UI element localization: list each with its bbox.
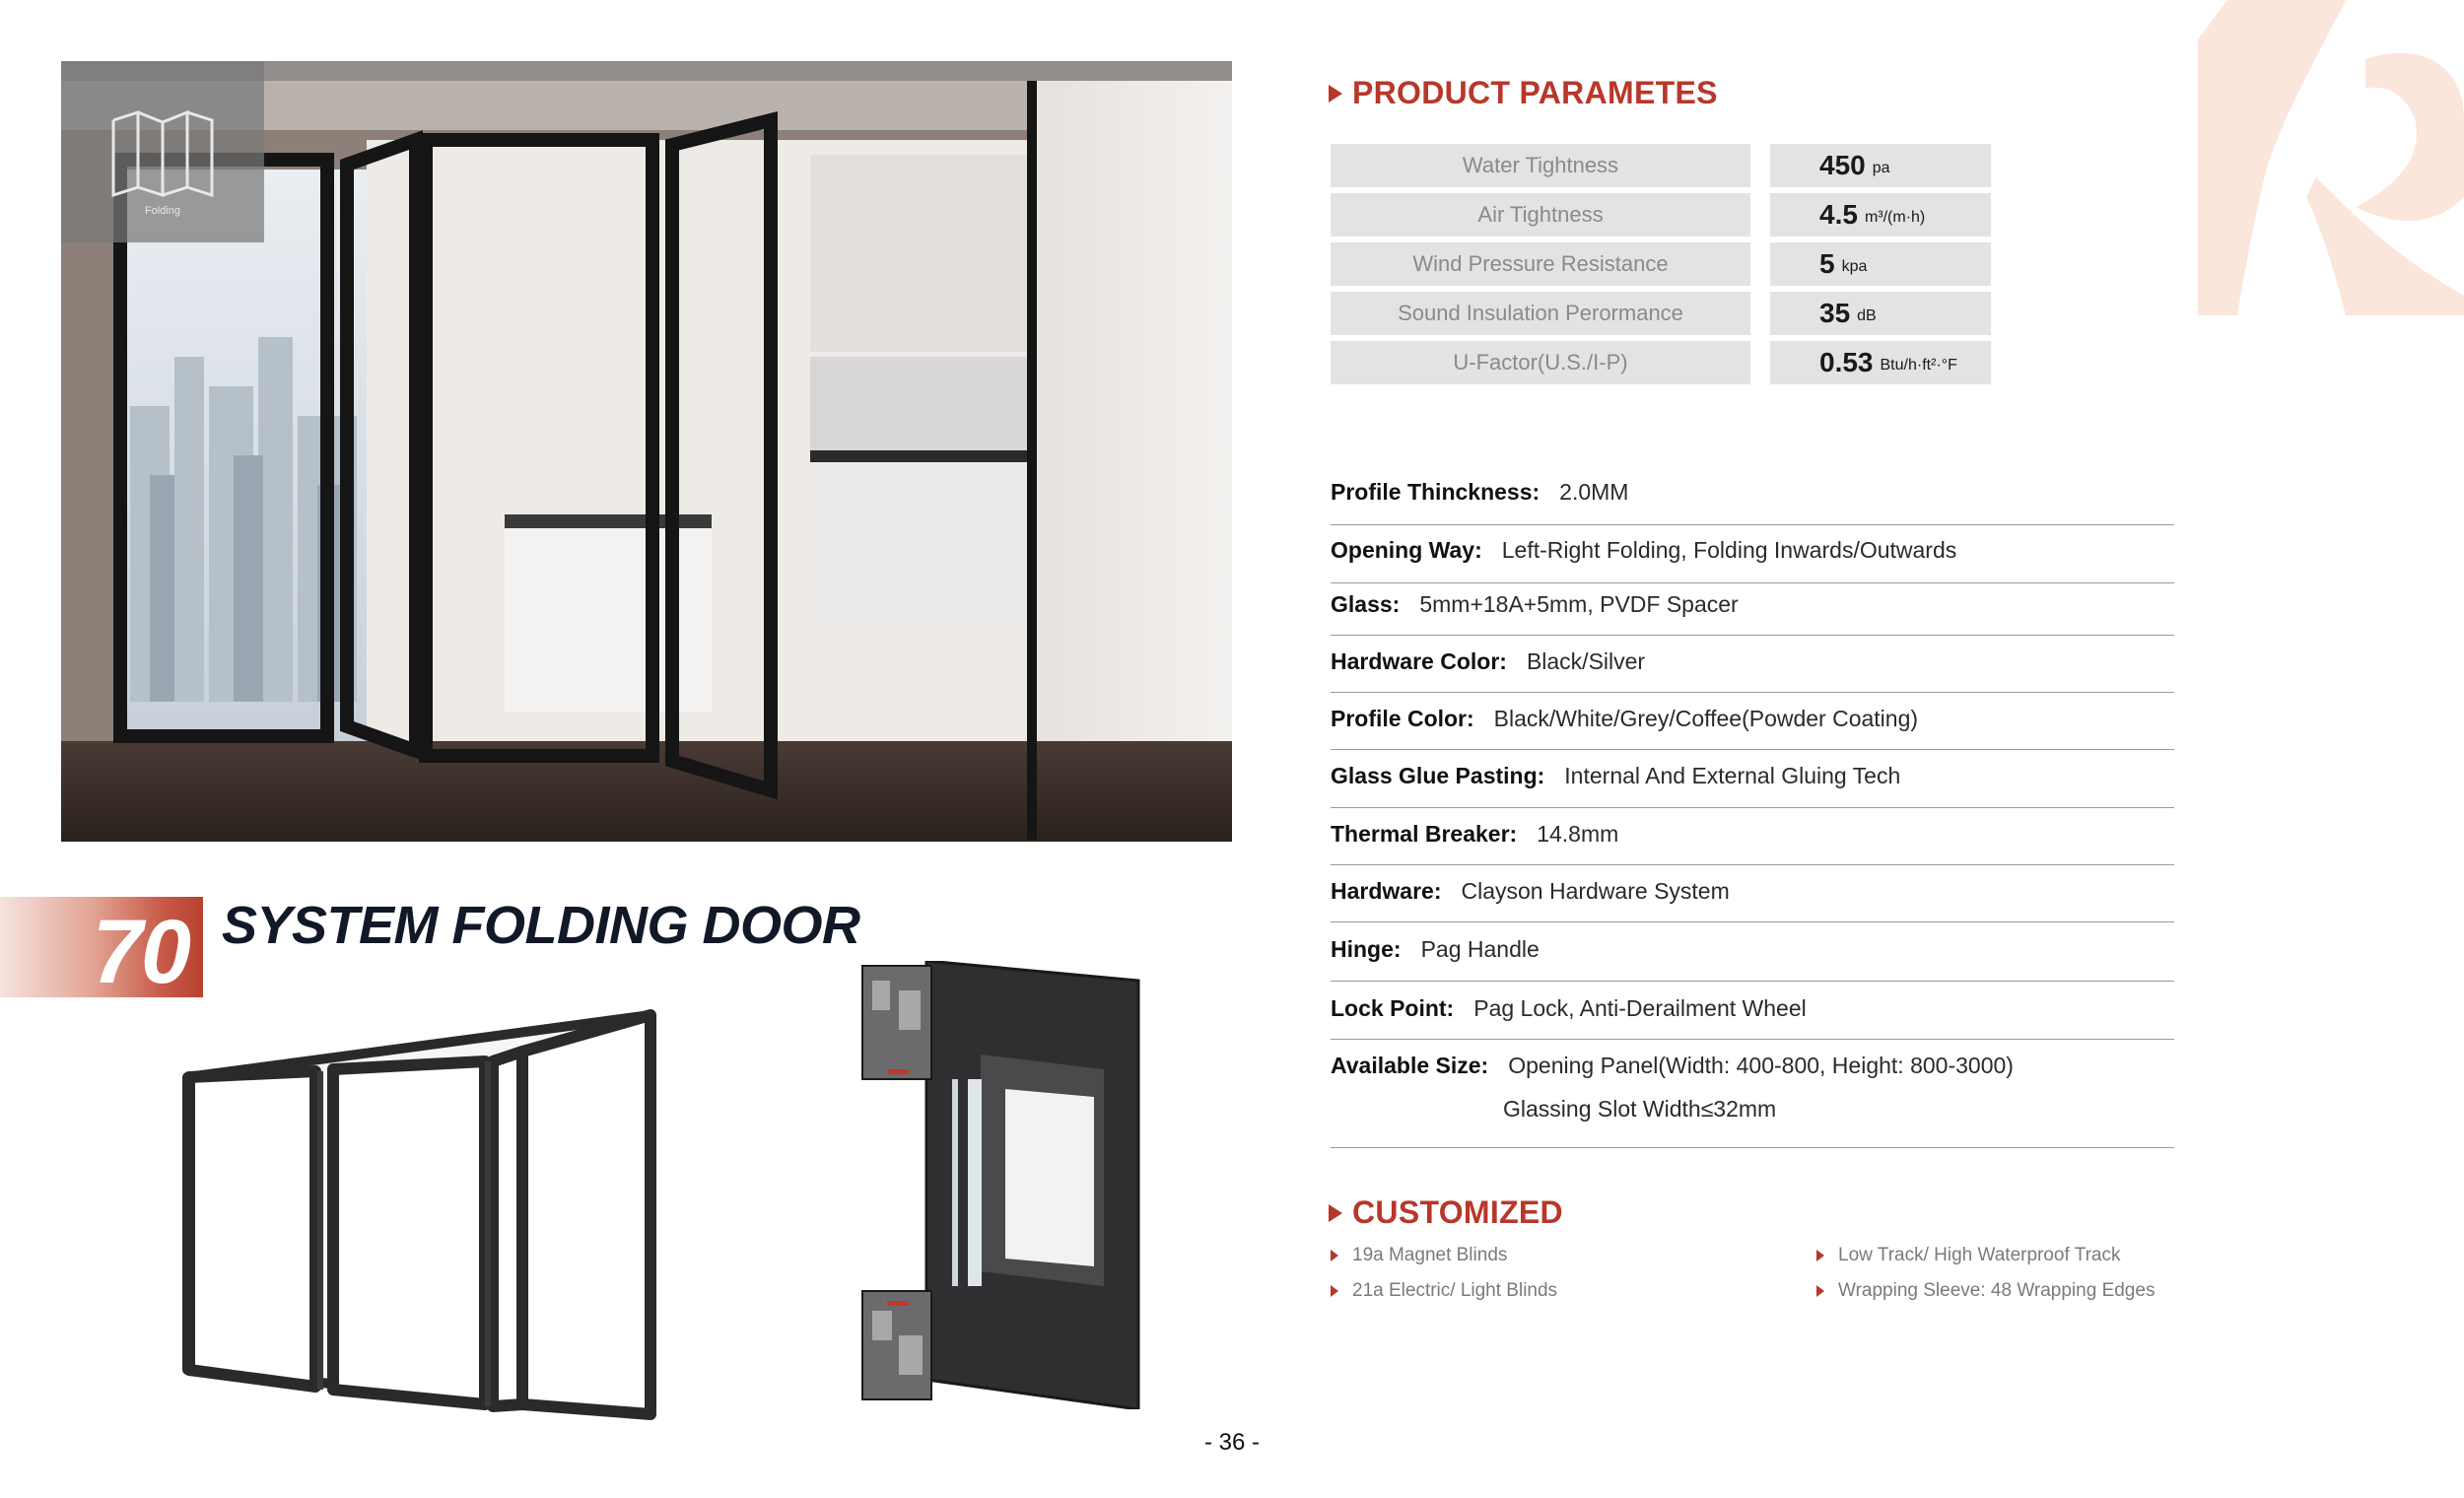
spec-value-line-2: Glassing Slot Width≤32mm bbox=[1503, 1096, 1777, 1122]
customized-item-label: Wrapping Sleeve: 48 Wrapping Edges bbox=[1838, 1280, 2156, 1301]
spec-key: Opening Way: bbox=[1331, 537, 1482, 563]
series-number-box bbox=[0, 897, 203, 1002]
spec-value: Black/Silver bbox=[1526, 648, 1646, 674]
param-label: Water Tightness bbox=[1331, 144, 1750, 187]
spec-row-profile-thickness bbox=[1331, 479, 2174, 525]
spec-key: Glass: bbox=[1331, 591, 1401, 617]
heading-triangle-icon bbox=[1329, 85, 1342, 102]
customized-item-label: 19a Magnet Blinds bbox=[1352, 1245, 1508, 1265]
customized-item bbox=[1816, 1245, 2121, 1266]
param-value-number: 5 bbox=[1819, 248, 1835, 279]
spec-row-opening-way bbox=[1331, 537, 2174, 583]
param-label: U-Factor(U.S./I-P) bbox=[1331, 341, 1750, 384]
spec-value: 14.8mm bbox=[1537, 821, 1619, 847]
bullet-icon bbox=[1331, 1285, 1338, 1297]
customized-heading bbox=[1329, 1194, 1563, 1231]
bullet-icon bbox=[1816, 1250, 1824, 1261]
param-value bbox=[1770, 292, 1991, 335]
spec-value: 2.0MM bbox=[1559, 479, 1629, 505]
product-title: SYSTEM FOLDING DOOR bbox=[222, 896, 860, 955]
spec-key: Profile Color: bbox=[1331, 706, 1474, 731]
param-value-unit: pa bbox=[1872, 160, 1890, 176]
folding-door-illustration bbox=[177, 1000, 660, 1434]
bullet-icon bbox=[1331, 1250, 1338, 1261]
customized-item bbox=[1816, 1280, 2155, 1302]
folding-badge-label: Folding bbox=[144, 205, 181, 217]
spec-value: Left-Right Folding, Folding Inwards/Outwards bbox=[1501, 537, 1957, 563]
profile-section-illustration bbox=[857, 961, 1153, 1409]
customized-item bbox=[1331, 1280, 1557, 1302]
param-value-number: 450 bbox=[1819, 150, 1866, 180]
spec-key: Hinge: bbox=[1331, 936, 1402, 962]
brand-watermark-logo bbox=[2198, 0, 2464, 315]
spec-key: Profile Thinckness: bbox=[1331, 479, 1540, 505]
param-value bbox=[1770, 144, 1991, 187]
spec-row-available-size bbox=[1331, 1053, 2174, 1148]
spec-value: 5mm+18A+5mm, PVDF Spacer bbox=[1419, 591, 1739, 617]
product-parameters-title: PRODUCT PARAMETES bbox=[1352, 75, 1718, 110]
bullet-icon bbox=[1816, 1285, 1824, 1297]
param-label: Air Tightness bbox=[1331, 193, 1750, 237]
spec-value: Internal And External Gluing Tech bbox=[1564, 763, 1901, 788]
param-label: Sound Insulation Perormance bbox=[1331, 292, 1750, 335]
spec-row-thermal-breaker bbox=[1331, 821, 2174, 865]
spec-key: Lock Point: bbox=[1331, 995, 1455, 1021]
spec-key: Thermal Breaker: bbox=[1331, 821, 1518, 847]
spec-row-lock-point bbox=[1331, 995, 2174, 1040]
heading-triangle-icon bbox=[1329, 1204, 1342, 1222]
param-value-unit: dB bbox=[1857, 307, 1877, 324]
product-parameters-heading bbox=[1329, 75, 1718, 111]
spec-value: Black/White/Grey/Coffee(Powder Coating) bbox=[1493, 706, 1919, 731]
customized-title: CUSTOMIZED bbox=[1352, 1194, 1563, 1230]
page-number: - 36 - bbox=[1203, 1429, 1260, 1456]
hero-photo bbox=[61, 61, 1232, 842]
spec-value: Pag Lock, Anti-Derailment Wheel bbox=[1473, 995, 1807, 1021]
spec-row-glass-glue bbox=[1331, 763, 2174, 808]
customized-item bbox=[1331, 1245, 1507, 1266]
param-label: Wind Pressure Resistance bbox=[1331, 242, 1750, 286]
param-value-number: 35 bbox=[1819, 298, 1851, 328]
spec-key: Glass Glue Pasting: bbox=[1331, 763, 1545, 788]
spec-key: Available Size: bbox=[1331, 1053, 1489, 1078]
folding-badge bbox=[61, 61, 264, 242]
series-number: 70 bbox=[92, 902, 189, 1002]
spec-value: Opening Panel(Width: 400-800, Height: 800-3000) bbox=[1508, 1053, 2014, 1078]
param-value-unit: Btu/h·ft²·°F bbox=[1880, 357, 1957, 374]
param-value bbox=[1770, 341, 1991, 384]
spec-row-hardware bbox=[1331, 878, 2174, 922]
spec-row-hinge bbox=[1331, 936, 2174, 982]
spec-row-glass bbox=[1331, 591, 2174, 636]
spec-key: Hardware Color: bbox=[1331, 648, 1507, 674]
param-value bbox=[1770, 193, 1991, 237]
customized-item-label: Low Track/ High Waterproof Track bbox=[1838, 1245, 2121, 1265]
spec-row-hardware-color bbox=[1331, 648, 2174, 693]
param-value-unit: m³/(m·h) bbox=[1864, 209, 1926, 226]
spec-key: Hardware: bbox=[1331, 878, 1442, 904]
spec-value: Clayson Hardware System bbox=[1461, 878, 1730, 904]
param-value-unit: kpa bbox=[1841, 258, 1868, 275]
param-value-number: 4.5 bbox=[1819, 199, 1858, 230]
spec-value: Pag Handle bbox=[1420, 936, 1540, 962]
folding-door-icon bbox=[108, 110, 217, 197]
customized-item-label: 21a Electric/ Light Blinds bbox=[1352, 1280, 1558, 1301]
param-value-number: 0.53 bbox=[1819, 347, 1874, 377]
spec-row-profile-color bbox=[1331, 706, 2174, 750]
param-value bbox=[1770, 242, 1991, 286]
